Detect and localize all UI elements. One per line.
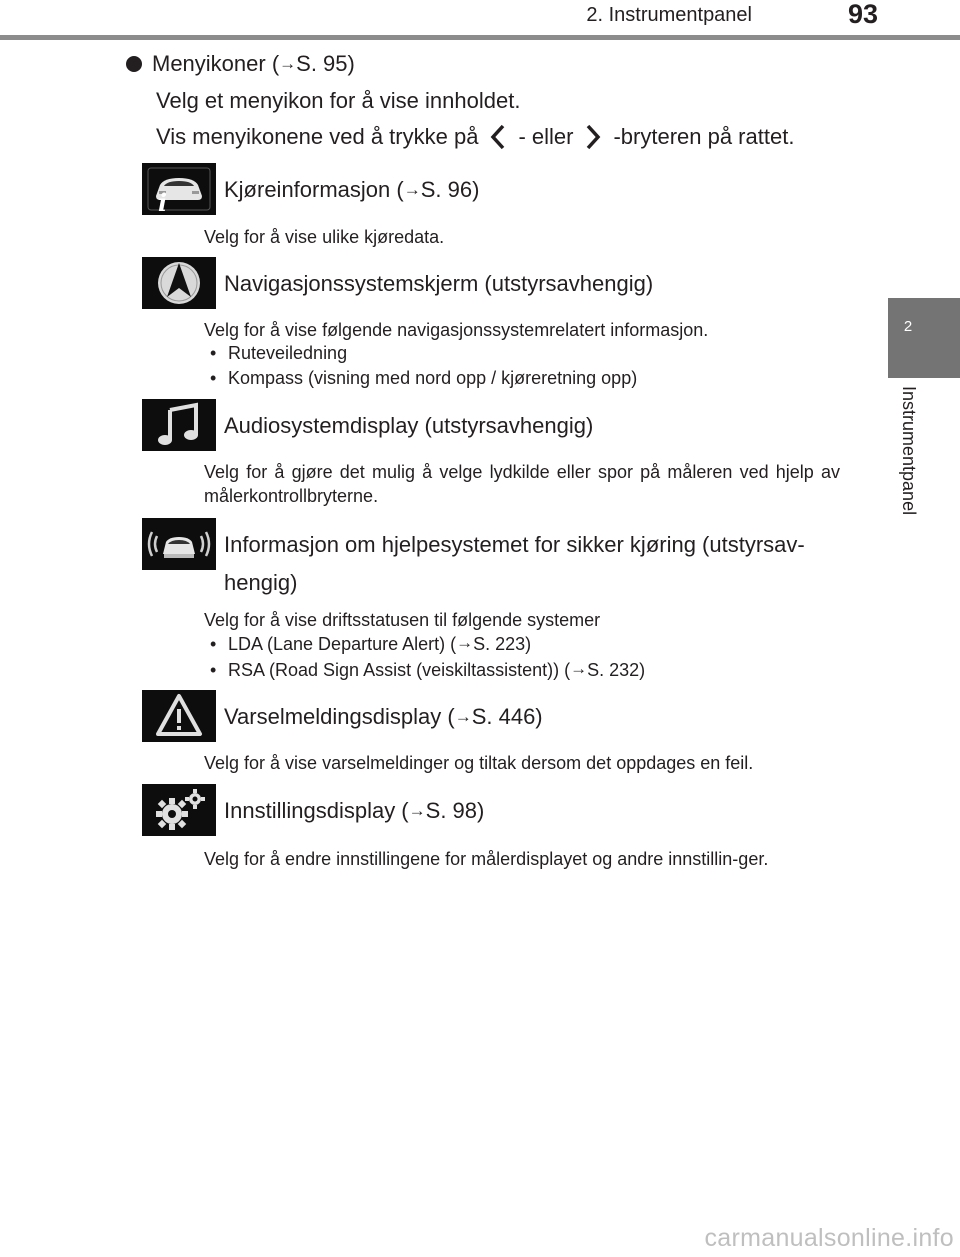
page-number: 93 — [847, 0, 878, 29]
list-item: • RSA (Road Sign Assist (veiskiltassistent)) (→S. 232) — [210, 657, 645, 683]
page-reference[interactable]: S. 446) — [471, 704, 543, 729]
list-item: • Kompass (visning med nord opp / kjøreretning opp) — [210, 366, 637, 391]
item-description: Velg for å endre innstillingene for målerdisplayet og andre innstillin-ger. — [204, 849, 769, 869]
page-reference[interactable]: S. 98) — [425, 798, 485, 823]
watermark: carmanualsonline.info — [704, 1224, 954, 1252]
chapter-tab-number: 2 — [903, 318, 913, 335]
list-item: • Ruteveiledning — [210, 341, 637, 366]
settings-gears-icon — [142, 784, 216, 836]
arrow-right-icon: → — [403, 180, 421, 199]
music-note-icon — [142, 399, 216, 451]
list-item: • LDA (Lane Departure Alert) (→S. 223) — [210, 631, 645, 657]
car-info-icon — [142, 163, 216, 215]
running-header-section: 2. Instrumentpanel — [586, 4, 752, 26]
arrow-right-icon: → — [570, 658, 588, 678]
chapter-tab — [888, 298, 960, 378]
intro-line-1: Velg et menyikon for å vise innholdet. — [156, 88, 521, 113]
arrow-right-icon: → — [454, 707, 472, 726]
item-title-innstillinger: Innstillingsdisplay (→S. 98) — [224, 798, 485, 823]
page-reference[interactable]: S. 96) — [420, 177, 480, 202]
arrow-right-icon: → — [408, 801, 426, 820]
item-title-audio: Audiosystemdisplay (utstyrsavhengig) — [224, 413, 594, 438]
page-reference[interactable]: S. 95) — [296, 51, 355, 76]
header-rule — [0, 35, 960, 40]
driving-assist-car-icon — [142, 518, 216, 570]
item-description: Velg for å vise varselmeldinger og tiltak dersom det oppdages en feil. — [204, 753, 754, 773]
chevron-right-icon — [573, 123, 613, 151]
chevron-left-icon — [478, 123, 518, 151]
item-title-navigasjon: Navigasjonssystemskjerm (utstyrsavhengig) — [224, 271, 654, 296]
menu-icons-heading: Menyikoner (→S. 95) — [126, 50, 355, 78]
item-title-varselmelding: Varselmeldingsdisplay (→S. 446) — [224, 704, 543, 729]
bullet-dot-icon — [126, 56, 142, 72]
item-title-hjelpesystem-line-2: hengig) — [224, 570, 298, 595]
intro-line-2: Vis menyikonene ved å trykke på - eller -bryteren på rattet. — [156, 124, 795, 149]
item-description: Velg for å vise følgende navigasjonssystemrelatert informasjon. — [204, 320, 709, 340]
page-reference[interactable]: S. 232) — [587, 659, 646, 680]
item-description: Velg for å gjøre det mulig å velge lydkilde eller spor på måleren ved hjelp av målerkontrollbryterne. — [204, 462, 840, 506]
bullet-list — [210, 631, 645, 682]
warning-triangle-icon — [142, 690, 216, 742]
navigation-compass-icon — [142, 257, 216, 309]
item-description: Velg for å vise ulike kjøredata. — [204, 227, 445, 247]
item-title-kjoreinformasjon: Kjøreinformasjon (→S. 96) — [224, 177, 480, 202]
arrow-right-icon: → — [279, 54, 297, 73]
bullet-list — [210, 341, 637, 390]
chapter-tab-label: Instrumentpanel — [899, 386, 919, 516]
page-reference[interactable]: S. 223) — [473, 634, 532, 654]
item-title-hjelpesystem-line-1: Informasjon om hjelpesystemet for sikker kjøring (utstyrsav- — [224, 532, 805, 557]
item-description: Velg for å vise driftsstatusen til følgende systemer — [204, 610, 601, 630]
arrow-right-icon: → — [456, 633, 474, 652]
svg-text:i: i — [158, 188, 168, 215]
